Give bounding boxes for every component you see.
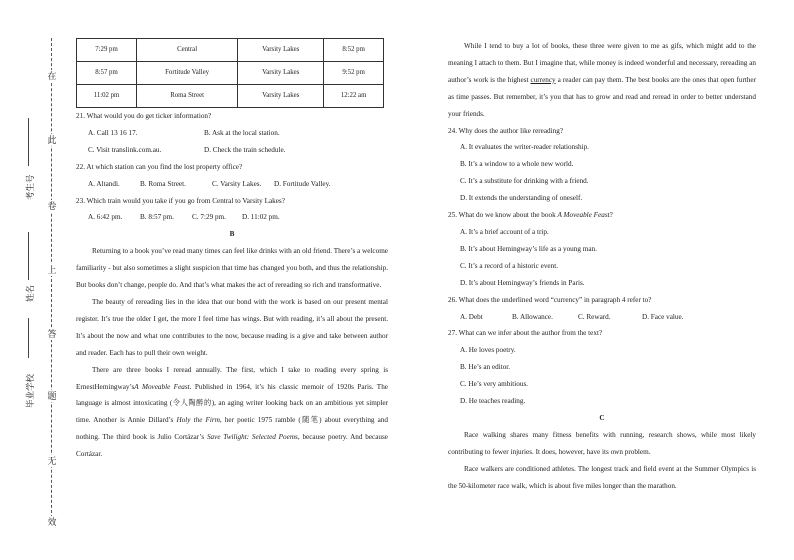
train-timetable (76, 38, 384, 108)
label-name: 姓名 (25, 284, 35, 302)
option[interactable]: B. 8:57 pm. (140, 213, 174, 222)
text-run: , her poetic 1975 ramble (随笔) about everything and nothing. The third book is Julio Cortázar’s (76, 416, 389, 442)
option[interactable]: B. Allowance. (512, 312, 553, 321)
text-run: While I tend to buy a lot of books, these three were given to me as gifs, which might add to the meaning I attach to them. But I imagine that, while money is indeed wonderful and necessary, rereading an author’s work is the highest (448, 42, 756, 84)
text-run: 25. What do we know about the book (448, 211, 556, 220)
margin-char: 效 (45, 516, 59, 528)
margin-char: 卷 (45, 200, 59, 212)
option[interactable]: A. He loves poetry. (460, 346, 516, 355)
option[interactable]: B. He’s an editor. (460, 363, 511, 372)
text-run: a reader can pay them. The best books are the ones that open further as time passes. But remember, it’s you that has to grow and read and reread in order to better understand your friends. (448, 75, 757, 118)
table-row (77, 39, 384, 62)
passage-b-paragraph-2: The beauty of rereading lies in the idea that our bond with the work is based on our present mental register. It’s true the older I get, the more I feel time has wings. But with reading, it’s all about the present. It’s about the now and what one contributes to the now, because reading is a give and take between author and reader. Each has to pull their own weight. (76, 297, 388, 357)
option[interactable]: C. It’s a substitute for drinking with a friend. (460, 177, 589, 186)
option[interactable]: D. Face value. (642, 312, 684, 321)
option[interactable]: B. Ask at the local station. (204, 128, 280, 137)
text-run: ? (609, 211, 613, 220)
table-cell: Varsity Lakes (238, 85, 324, 108)
table-cell: 12:22 am (324, 85, 384, 108)
margin-char: 此 (45, 134, 59, 146)
option[interactable]: A. Altandi. (88, 179, 120, 188)
question-27: 27. What can we infer about the author from the text? (448, 329, 603, 338)
table-cell: Central (137, 39, 238, 62)
q21-options (88, 125, 388, 142)
text-run: There are three books I reread annually. The first, which I take to reading every spring is ErnestHemingway’s (76, 365, 388, 391)
table-cell: 7:29 pm (77, 39, 137, 62)
book-title: Holy the Firm (176, 416, 220, 425)
label-exam-number: 考生号 (25, 174, 35, 200)
table-cell: Varsity Lakes (238, 39, 324, 62)
right-column (448, 38, 756, 494)
text-run: . Published in 1964, it’s his classic memoir of 1920s Paris. The language is almost intoxicating (令人陶醉的), an aging writer looking back on an ambitious yet simpler time. Another is Annie Dillard’s (76, 382, 388, 425)
passage-b-paragraph-3 (76, 362, 388, 463)
option[interactable]: A. It evaluates the writer-reader relationship. (460, 143, 589, 152)
table-cell: 8:57 pm (77, 62, 137, 85)
option[interactable]: A. Call 13 16 17. (88, 128, 138, 137)
name-line (28, 232, 29, 280)
underlined-word: currency (530, 75, 556, 84)
q21-options (88, 142, 388, 159)
option[interactable]: D. It’s about Hemingway’s friends in Paris. (460, 278, 585, 287)
option[interactable]: B. Roma Street. (140, 179, 186, 188)
table-row (77, 62, 384, 85)
passage-b-paragraph-1: Returning to a book you’ve read many times can feel like drinks with an old friend. There’s a welcome familiarity - but also sometimes a slight suspicion that time has changed you both, and thus the relationship. But books don’t change, people do. And that’s what makes the act of rereading so rich and transformative. (76, 247, 388, 290)
option[interactable]: D. Fortitude Valley. (274, 179, 331, 188)
school-line (28, 318, 29, 358)
label-school: 毕业学校 (25, 373, 35, 408)
q23-options (88, 209, 388, 226)
option[interactable]: D. Check the train schedule. (204, 145, 286, 154)
passage-c-paragraph-2: Race walkers are conditioned athletes. The longest track and field event at the Summer Olympics is the 50-kilometer race walk, which is about five miles longer than the marathon. (448, 464, 756, 490)
table-cell: 9:52 pm (324, 62, 384, 85)
margin-char: 上 (45, 264, 59, 276)
table-cell: Fortitude Valley (137, 62, 238, 85)
question-25 (448, 207, 756, 224)
exam-number-line (28, 118, 29, 166)
option[interactable]: A. Debt (460, 312, 483, 321)
question-22: 22. At which station can you find the lost property office? (76, 162, 243, 171)
option[interactable]: A. It’s a brief account of a trip. (460, 227, 549, 236)
option[interactable]: D. He teaches reading. (460, 397, 526, 406)
table-cell: Varsity Lakes (238, 62, 324, 85)
option[interactable]: C. It’s a record of a historic event. (460, 261, 558, 270)
option[interactable]: A. 6:42 pm. (88, 213, 123, 222)
option[interactable]: C. Varsity Lakes. (212, 179, 262, 188)
option[interactable]: B. It’s a window to a whole new world. (460, 160, 574, 169)
question-24: 24. Why does the author like rereading? (448, 126, 564, 135)
option[interactable]: D. It extends the understanding of oneself. (460, 194, 583, 203)
section-c-heading: C (599, 413, 605, 422)
margin-char: 在 (45, 70, 59, 82)
section-b-heading: B (229, 230, 235, 239)
margin-char: 无 (45, 455, 59, 467)
text-run: , because poetry. And because Cortázar. (76, 433, 388, 459)
option[interactable]: C. 7:29 pm. (192, 213, 226, 222)
table-cell: Roma Street (137, 85, 238, 108)
margin-char: 答 (45, 328, 59, 340)
margin-char: 题 (45, 390, 59, 402)
q22-options (88, 176, 388, 193)
table-cell: 8:52 pm (324, 39, 384, 62)
question-21: 21. What would you do get ticker information? (76, 112, 212, 120)
book-title: Save Twilight: Selected Poems (206, 433, 298, 442)
table-row (77, 85, 384, 108)
passage-b-paragraph-4 (448, 38, 756, 123)
option[interactable]: C. He’s very ambitious. (460, 380, 529, 389)
table-cell: 11:02 pm (77, 85, 137, 108)
left-column (76, 38, 388, 463)
book-title: A Moveable Feast (134, 382, 190, 391)
option[interactable]: C. Visit translink.com.au. (88, 145, 162, 154)
book-title: A Moveable Feast (557, 211, 610, 220)
option[interactable]: C. Reward. (578, 312, 611, 321)
question-23: 23. Which train would you take if you go from Central to Varsity Lakes? (76, 196, 285, 205)
passage-c-paragraph-1: Race walking shares many fitness benefits with running, research shows, while most likely contributing to fewer injuries. It does, however, have its own problem. (448, 430, 756, 456)
binding-margin (0, 0, 70, 560)
question-26: 26. What does the underlined word “currency” in paragraph 4 refer to? (448, 295, 652, 304)
option[interactable]: B. It’s about Hemingway’s life as a young man. (460, 244, 597, 253)
q26-options (460, 309, 756, 326)
option[interactable]: D. 11:02 pm. (242, 213, 280, 222)
